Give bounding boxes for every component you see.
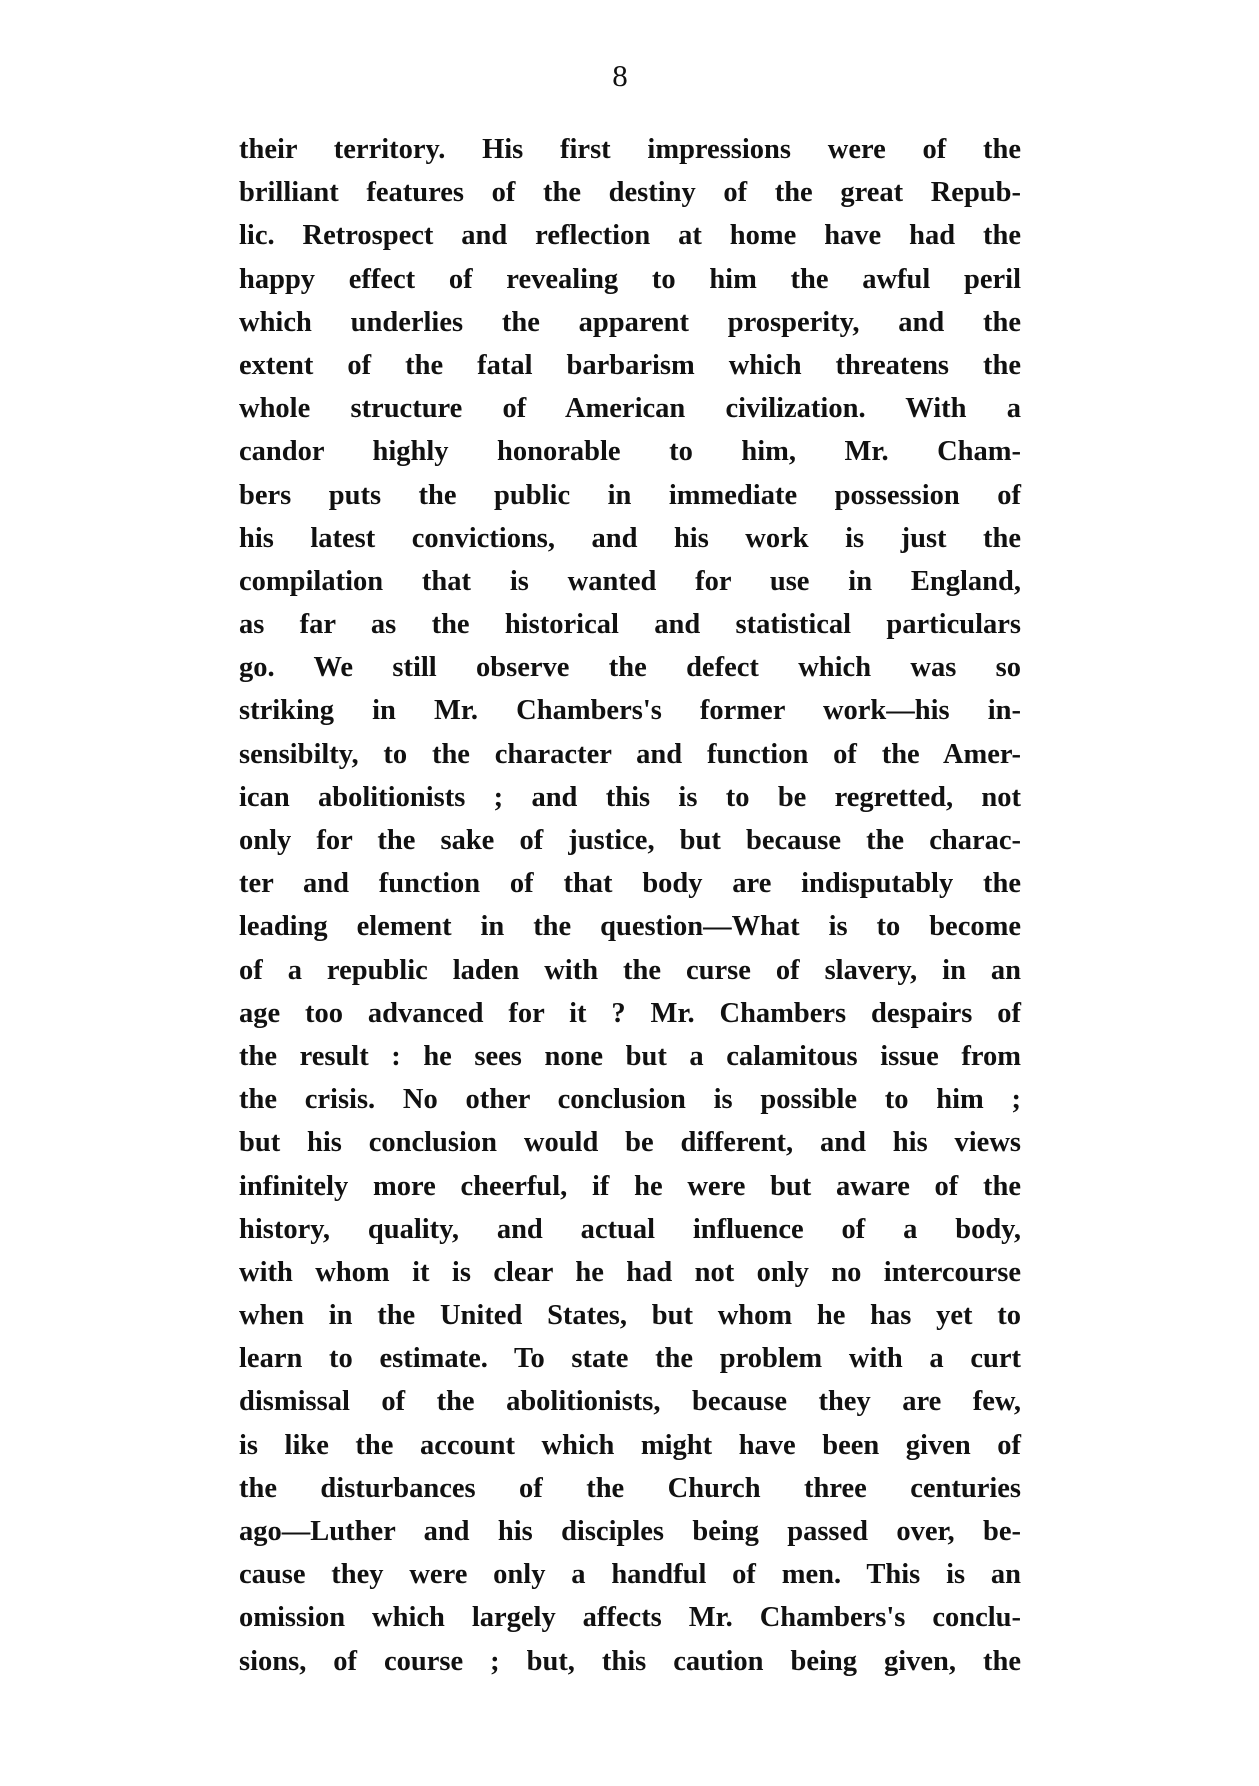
text-line: sensibilty, to the character and function of the Amer- xyxy=(239,738,1021,770)
text-line: their territory. His first impressions were of the xyxy=(239,134,1021,165)
text-line: dismissal of the abolitionists, because they are few, xyxy=(239,1386,1021,1418)
page-number: 8 xyxy=(612,58,628,93)
text-line: go. We still observe the defect which was so xyxy=(239,652,1021,684)
text-line: striking in Mr. Chambers's former work—his in- xyxy=(239,695,1021,727)
text-line: the crisis. No other conclusion is possible to him ; xyxy=(239,1084,1021,1116)
text-line: bers puts the public in immediate possession of xyxy=(239,479,1021,511)
text-line: the result : he sees none but a calamitous issue from xyxy=(239,1040,1021,1072)
text-line: brilliant features of the destiny of the great Repub- xyxy=(239,177,1021,209)
text-line: only for the sake of justice, but because the charac- xyxy=(239,825,1021,856)
text-line: candor highly honorable to him, Mr. Cham- xyxy=(239,436,1021,468)
text-line: whole structure of American civilization. With a xyxy=(239,393,1021,425)
text-line: ican abolitionists ; and this is to be regretted, not xyxy=(239,781,1021,813)
text-line: the disturbances of the Church three centuries xyxy=(239,1472,1021,1504)
text-line: infinitely more cheerful, if he were but aware of the xyxy=(239,1170,1021,1202)
text-line: is like the account which might have been given of xyxy=(239,1429,1021,1461)
text-line: which underlies the apparent prosperity, and the xyxy=(239,306,1021,338)
text-line: as far as the historical and statistical particulars xyxy=(239,609,1021,641)
text-line: but his conclusion would be different, and his views xyxy=(239,1127,1021,1159)
text-line: of a republic laden with the curse of slavery, in an xyxy=(239,954,1021,986)
text-line: when in the United States, but whom he has yet to xyxy=(239,1300,1021,1332)
text-line: cause they were only a handful of men. This is an xyxy=(239,1559,1021,1591)
text-line: his latest convictions, and his work is just the xyxy=(239,522,1021,554)
text-line: history, quality, and actual influence of a body, xyxy=(239,1213,1021,1245)
text-line: happy effect of revealing to him the awful peril xyxy=(239,263,1021,295)
text-line: learn to estimate. To state the problem with a curt xyxy=(239,1343,1021,1375)
body-text xyxy=(239,128,1021,1683)
text-line: age too advanced for it ? Mr. Chambers despairs of xyxy=(239,997,1021,1029)
text-line: ago—Luther and his disciples being passed over, be- xyxy=(239,1516,1021,1547)
text-line: extent of the fatal barbarism which threatens the xyxy=(239,349,1021,381)
text-line: with whom it is clear he had not only no intercourse xyxy=(239,1256,1021,1288)
text-line: omission which largely affects Mr. Chambers's conclu- xyxy=(239,1602,1021,1634)
text-line: sions, of course ; but, this caution being given, the xyxy=(239,1645,1021,1677)
text-line: ter and function of that body are indisputably the xyxy=(239,868,1021,900)
text-line: leading element in the question—What is to become xyxy=(239,911,1021,943)
text-line: lic. Retrospect and reflection at home have had the xyxy=(239,220,1021,252)
text-line: compilation that is wanted for use in England, xyxy=(239,565,1021,597)
